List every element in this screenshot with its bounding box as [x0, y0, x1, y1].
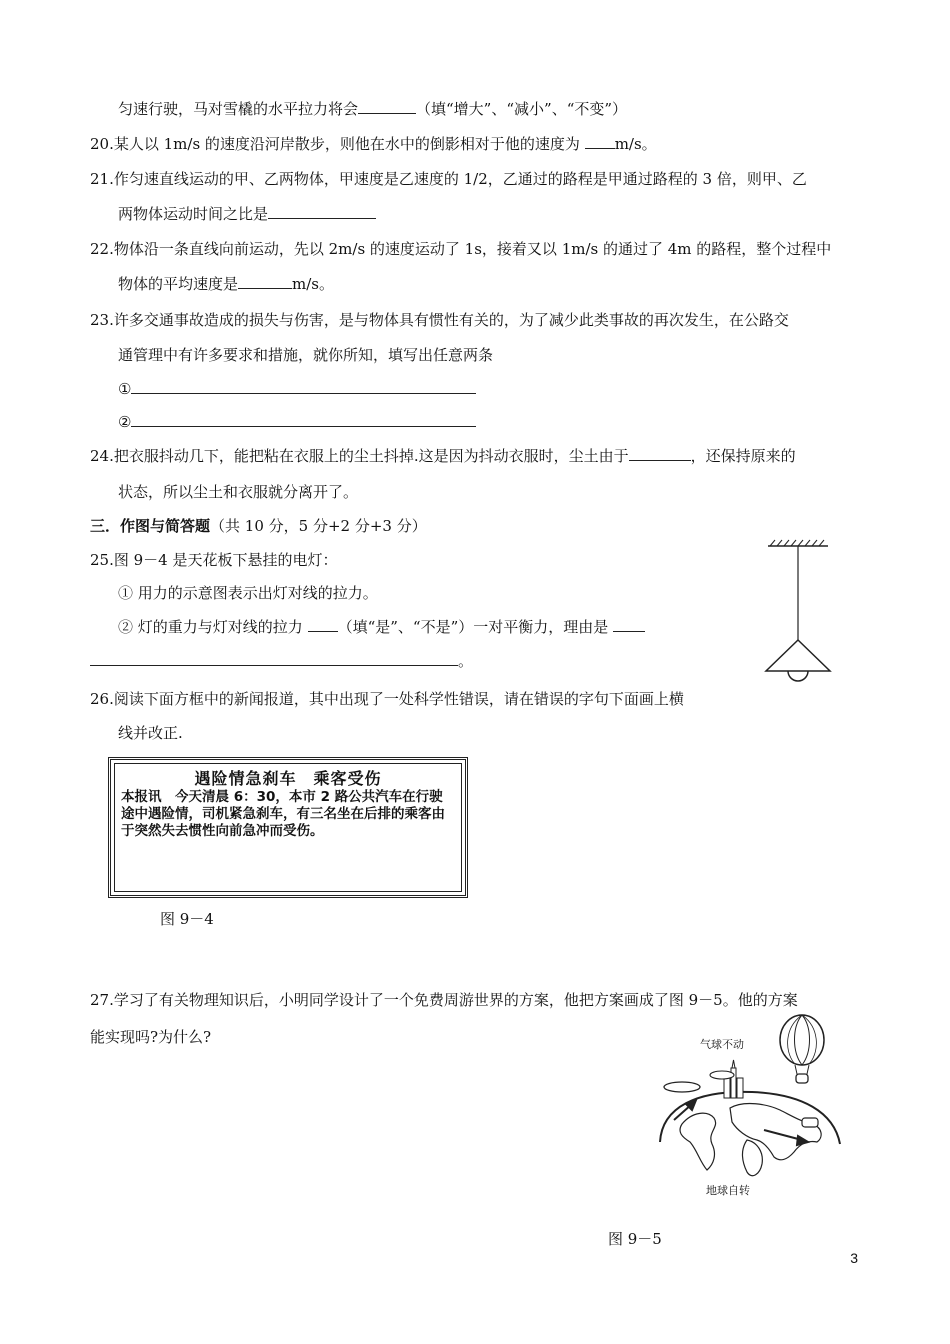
earth-label: 地球自转 [706, 1184, 750, 1197]
q23-item2 [118, 411, 476, 433]
q19-options: （填“增大”、“减小”、“不变”） [416, 100, 628, 118]
q24-blank[interactable] [629, 446, 691, 461]
news-title: 遇险情急刹车 乘客受伤 [194, 769, 382, 788]
q24-text-b: ，还保持原来的 [690, 447, 796, 465]
cloud-left [664, 1082, 700, 1092]
earth-balloon-figure [652, 1012, 852, 1202]
q22-line1: 22.物体沿一条直线向前运动，先以 2m/s 的速度运动了 1s，接着又以 1m/s 的通过了 4m 的路程，整个过程中 [90, 240, 832, 258]
q19-line [118, 98, 627, 120]
q27-line2: 能实现吗?为什么? [90, 1028, 212, 1046]
fig95-caption: 图 9－5 [608, 1230, 662, 1248]
q27-line1: 27.学习了有关物理知识后，小明同学设计了一个免费周游世界的方案，他把方案画成了图 9－5。他的方案 [90, 991, 798, 1009]
section3-title: 三．作图与简答题 [90, 517, 211, 535]
q25-line: 25.图 9－4 是天花板下悬挂的电灯： [90, 551, 338, 569]
q26-line2: 线并改正. [118, 724, 183, 742]
lamp-shade [766, 640, 830, 671]
q23-item2-marker: ② [118, 413, 132, 431]
section3-note: （共 10 分，5 分+2 分+3 分） [210, 517, 427, 535]
q26-line1: 26.阅读下面方框中的新闻报道，其中出现了一处科学性错误，请在错误的字句下面画上横 [90, 690, 684, 708]
q25-item1: ① 用力的示意图表示出灯对线的拉力。 [118, 584, 378, 602]
q23-item1 [118, 378, 476, 400]
q19-blank[interactable] [358, 99, 416, 114]
q20-unit: m/s。 [614, 135, 657, 153]
ceiling-hatch [770, 540, 824, 546]
q21-blank[interactable] [268, 204, 376, 219]
continent-africa [742, 1140, 762, 1176]
q20-blank[interactable] [585, 134, 615, 149]
q23-line1: 23.许多交通事故造成的损失与伤害，是与物体具有惯性有关的，为了减少此类事故的再次发生，在公路交 [90, 311, 789, 329]
q21-line1: 21.作匀速直线运动的甲、乙两物体，甲速度是乙速度的 1/2，乙通过的路程是甲通过路程的 3 倍，则甲、乙 [90, 170, 807, 188]
q22-text: 物体的平均速度是 [118, 275, 239, 293]
q21-text: 两物体运动时间之比是 [118, 205, 269, 223]
q23-item1-marker: ① [118, 380, 132, 398]
q23-item2-blank[interactable] [131, 412, 476, 427]
q25-reason-line [90, 650, 473, 672]
section3-heading [90, 515, 427, 537]
q22-unit: m/s。 [292, 275, 334, 293]
balloon-label: 气球不动 [700, 1038, 744, 1051]
q25-blank-2[interactable] [613, 617, 645, 632]
hot-air-balloon [780, 1015, 824, 1083]
continent-americas [680, 1113, 716, 1170]
q24-line2: 状态，所以尘土和衣服就分离开了。 [118, 483, 359, 501]
lamp-bulb [788, 671, 808, 681]
page-number: 3 [850, 1250, 858, 1266]
q22-line2 [118, 273, 334, 295]
news-box [108, 757, 468, 898]
q21-line2 [118, 203, 376, 225]
q23-item1-blank[interactable] [131, 379, 476, 394]
q25-item2-text-a: ② 灯的重力与灯对线的拉力 [118, 618, 303, 636]
hanging-lamp-figure [760, 536, 840, 686]
q22-blank[interactable] [238, 274, 292, 289]
q25-item2-text-b: （填“是”、“不是”）一对平衡力，理由是 [337, 618, 609, 636]
q24-line1 [90, 445, 796, 467]
news-body[interactable]: 本报讯 今天清晨 6：30，本市 2 路公共汽车在行驶途中遇险情，司机紧急刹车，有三名坐在后排的乘客由于突然失去惯性向前急冲而受伤。 [121, 789, 445, 839]
q20-text: 20.某人以 1m/s 的速度沿河岸散步，则他在水中的倒影相对于他的速度为 [90, 135, 580, 153]
q25-item2 [118, 616, 645, 638]
q23-line2: 通管理中有许多要求和措施，就你所知，填写出任意两条 [118, 346, 494, 364]
q25-blank-1[interactable] [308, 617, 338, 632]
q25-end: 。 [458, 652, 474, 670]
fig94-caption: 图 9－4 [160, 910, 214, 928]
car-icon [802, 1118, 818, 1127]
q24-text-a: 24.把衣服抖动几下，能把粘在衣服上的尘土抖掉.这是因为抖动衣服时，尘土由于 [90, 447, 629, 465]
q20-line [90, 133, 657, 155]
cloud-mid [710, 1071, 734, 1079]
q19-text: 匀速行驶，马对雪橇的水平拉力将会 [118, 100, 359, 118]
q25-reason-blank[interactable] [90, 651, 458, 666]
